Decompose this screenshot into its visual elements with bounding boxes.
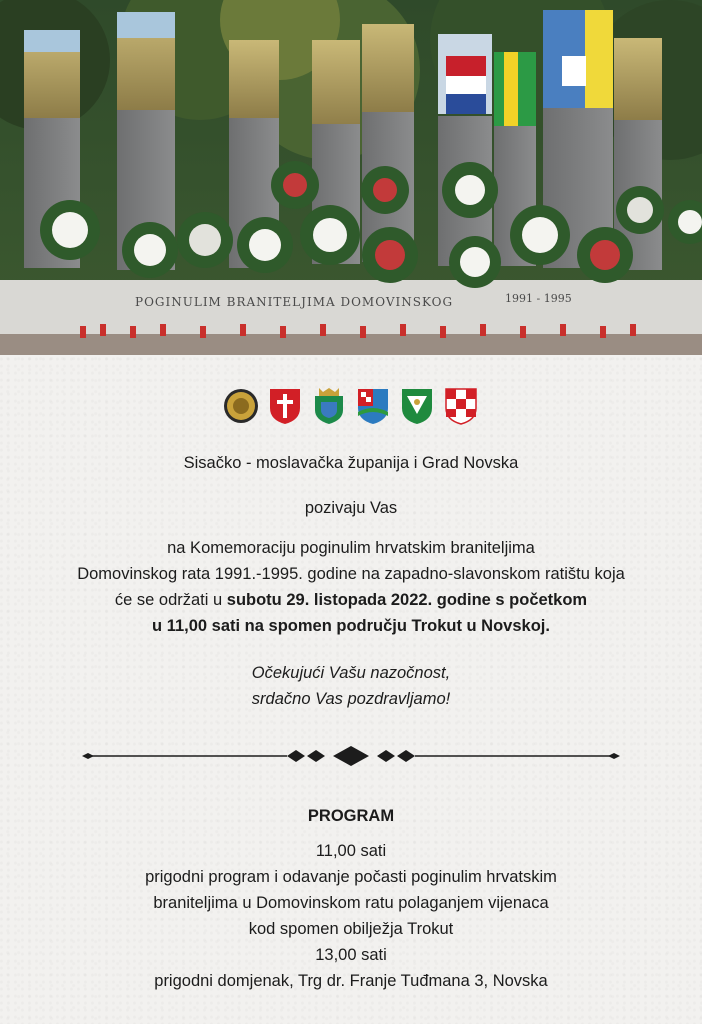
- body-line-2: Domovinskog rata 1991.-1995. godine na zapadno-slavonskom ratištu koja: [77, 565, 625, 583]
- closing-line-1: Očekujući Vašu nazočnost,: [251, 664, 451, 682]
- closing-greeting: [0, 660, 702, 712]
- invitation-body: [0, 535, 702, 639]
- hosts-line: Sisačko - moslavačka županija i Grad Novska: [183, 454, 519, 472]
- memorial-photo: [0, 0, 702, 355]
- brod-posavina-coat-of-arms-icon: [355, 386, 391, 426]
- program-time-1: 11,00 sati: [315, 842, 387, 860]
- memorial-years: 1991 - 1995: [505, 292, 572, 305]
- body-line-4: [0, 613, 702, 639]
- program-time-2: 13,00 sati: [315, 946, 387, 964]
- invites-line: pozivaju Vas: [304, 499, 398, 517]
- pozega-slavonia-coat-of-arms-icon: [399, 386, 435, 426]
- event-time-place: u 11,00 sati na spomen području Trokut u Novskoj.: [152, 617, 550, 635]
- body-line-1: na Komemoraciju poginulim hrvatskim braniteljima: [167, 539, 535, 557]
- program-desc-1-line-3: kod spomen obilježja Trokut: [248, 920, 454, 938]
- novska-coat-of-arms-icon: [267, 386, 303, 426]
- program-title: PROGRAM: [307, 807, 395, 825]
- event-date: subotu 29. listopada 2022. godine s početkom: [226, 591, 588, 609]
- ornamental-divider: [82, 744, 620, 768]
- program-desc-1-line-2: braniteljima u Domovinskom ratu polaganjem vijenaca: [153, 894, 549, 912]
- bjelovar-bilogora-coat-of-arms-icon: [443, 386, 479, 426]
- police-emblem-icon: [223, 386, 259, 426]
- program-desc-1-line-1: prigodni program i odavanje počasti poginulim hrvatskim: [145, 868, 557, 886]
- sisak-moslavina-coat-of-arms-icon: [311, 386, 347, 426]
- memorial-inscription: POGINULIM BRANITELJIMA DOMOVINSKOG: [135, 295, 454, 309]
- body-line-3-regular: će se održati u: [114, 591, 227, 609]
- closing-line-2: srdačno Vas pozdravljamo!: [251, 690, 451, 708]
- coats-of-arms-row: [0, 386, 702, 426]
- body-line-3: [0, 587, 702, 613]
- program-list: [0, 838, 702, 994]
- program-desc-2: prigodni domjenak, Trg dr. Franje Tuđmana 3, Novska: [154, 972, 548, 990]
